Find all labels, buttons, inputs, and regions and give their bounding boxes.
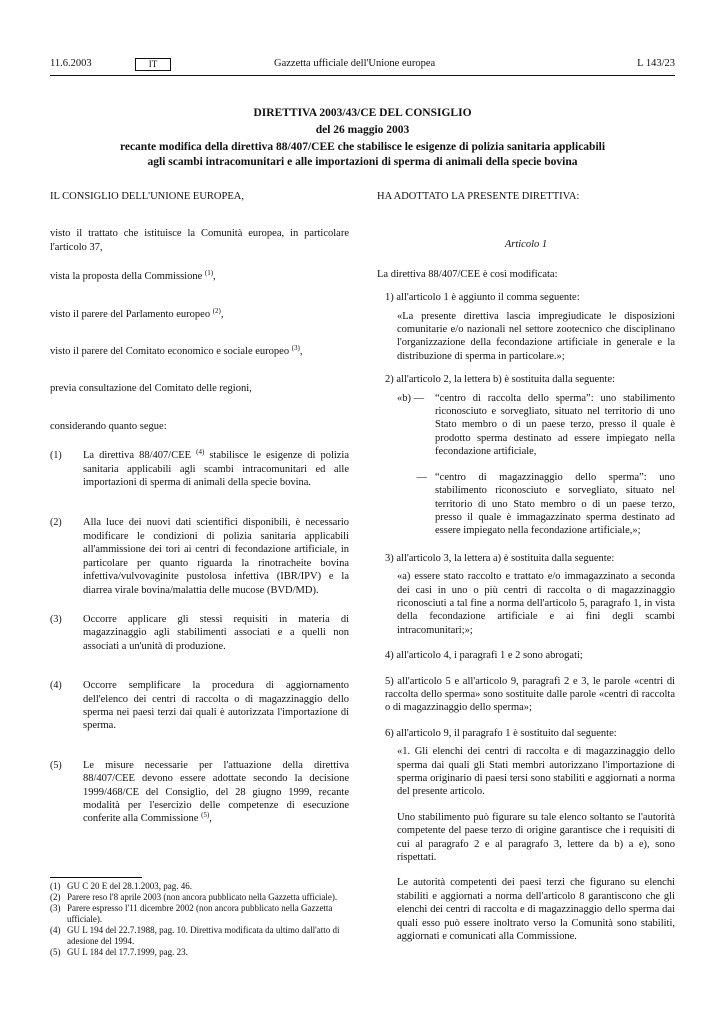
dash-marker: — (416, 471, 427, 483)
point-6-quote-3: Le autorità competenti dei paesi terzi che figurano su elenchi stabiliti e aggiornati a norma dell'articolo 8 garantiscono che gli elenchi dei centri di raccolta e di magazzinaggio dello sperma dai quali esso può essere inoltrato verso la Comunità sono stabiliti, aggiornati e comunicati alla Commissione. (397, 877, 675, 943)
footnote-key: (5) (50, 947, 61, 957)
footnote-5 (50, 947, 349, 958)
journal-title: Gazzetta ufficiale dell'Unione europea (274, 58, 436, 69)
recital-5 (50, 759, 349, 826)
recital-5-end: , (209, 813, 212, 825)
recital-3 (50, 613, 349, 653)
footnote-4 (50, 925, 349, 947)
footnote-text: GU L 184 del 17.7.1999, pag. 23. (67, 947, 188, 957)
article-intro: La direttiva 88/407/CEE è così modificata: (377, 268, 558, 280)
point-6-quote-1: «1. Gli elenchi dei centri di raccolta e di magazzinaggio dello sperma dai quali gli Stati membri autorizzano l'importazione di sperma originario di paesi tersi sono stabiliti e aggiornati a norma del presente articolo. (397, 746, 675, 798)
recital-5-text: Le misure necessarie per l'attuazione della direttiva 88/407/CEE devono essere adottate secondo la decisione 1999/468/CE del Consiglio, del 28 giugno 1999, recante modalità per l'esercizio delle competenze di esecuzione conferite alla Commissione (83, 759, 349, 825)
visto-parere-parlamento-text: visto il parere del Parlamento europeo (50, 308, 211, 320)
adopted-heading: HA ADOTTATO LA PRESENTE DIRETTIVA: (377, 191, 580, 202)
recital-text (83, 759, 349, 826)
previa-consultazione: previa consultazione del Comitato delle regioni, (50, 383, 252, 395)
header-divider (50, 75, 675, 76)
point-1-quote: «La presente direttiva lascia impregiudicate le disposizioni comunitarie e/o nazionali nel settore zootecnico che disciplinano l'organizzazione della fecondazione artificiale in generale e la distribuzione di sperma in particolare.»; (397, 310, 675, 362)
article-heading: Articolo 1 (504, 239, 548, 251)
recital-number: (2) (50, 517, 62, 529)
council-heading: IL CONSIGLIO DELL'UNIONE EUROPEA, (50, 191, 244, 202)
vista-proposta-end: , (213, 271, 216, 283)
visto-parere-comitato-end: , (299, 346, 303, 358)
footnote-text: Parere espresso l'11 dicembre 2002 (non ancora pubblicato nella Gazzetta ufficiale). (67, 903, 333, 924)
footnote-ref-4: (4) (196, 448, 205, 457)
footnote-ref-3: (3) (291, 344, 300, 353)
point-6: 6) all'articolo 9, il paragrafo 1 è sostituito dal seguente: (385, 727, 617, 739)
visto-parere-comitato-text: visto il parere del Comitato economico e sociale europeo (50, 346, 290, 358)
recital-text: Occorre applicare gli stessi requisiti in materia di magazzinaggio agli stabilimenti associati e a quelli non associati a un'unità di produzione. (83, 613, 349, 652)
footnote-text: GU C 20 E del 28.1.2003, pag. 46. (67, 881, 192, 891)
vista-proposta (50, 270, 349, 283)
footnote-3 (50, 903, 349, 925)
page-number: L 143/23 (637, 58, 675, 69)
visto-parere-parlamento (50, 308, 349, 321)
recital-number: (3) (50, 613, 62, 625)
visto-parere-parlamento-end: , (220, 308, 224, 320)
vista-proposta-text: vista la proposta della Commissione (50, 271, 203, 283)
recital-number: (1) (50, 450, 62, 462)
footnote-ref-1: (1) (204, 269, 214, 278)
dash-text: “centro di raccolta dello sperma”: uno stabilimento riconosciuto e sorvegliato, situato nel territorio di uno Stato membro o di un paese terzo, presso il quale è prodotto sperma destinato ad essere impiegato nella fecondazione artificiale, (435, 392, 675, 458)
point-6-quote-2: Uno stabilimento può figurare su tale elenco soltanto se l'autorità competente del paese terzo di origine garantisce che i requisiti di cui al paragrafo 2 e al paragrafo 3, lettere da b) a e), sono rispettati. (397, 811, 675, 864)
footnote-key: (1) (50, 881, 61, 891)
footnote-ref-2: (2) (212, 306, 221, 315)
considerando: considerando quanto segue: (50, 420, 167, 432)
point-1: 1) all'articolo 1 è aggiunto il comma seguente: (385, 292, 580, 304)
point-3: 3) all'articolo 3, la lettera a) è sostituita dalla seguente: (385, 552, 615, 564)
recital-1 (50, 449, 349, 489)
header-date: 11.6.2003 (50, 58, 92, 69)
point-2: 2) all'articolo 2, la lettera b) è sostituita dalla seguente: (385, 374, 615, 386)
point-4: 4) all'articolo 4, i paragrafi 1 e 2 sono abrogati; (385, 650, 583, 662)
language-code-box: IT (135, 58, 171, 71)
recital-number: (4) (50, 680, 62, 692)
footnote-ref-5: (5) (201, 811, 210, 820)
footnote-2 (50, 892, 349, 903)
footnote-text: GU L 194 del 22.7.1988, pag. 10. Direttiva modificata da ultimo dall'atto di adesione del 1994. (67, 925, 340, 946)
point-2-item-b2 (397, 471, 675, 538)
footnote-key: (3) (50, 903, 61, 913)
recital-text (83, 449, 349, 489)
visto-trattato: visto il trattato che istituisce la Comunità europea, in particolare l'articolo 37, (50, 228, 349, 253)
visto-parere-comitato (50, 345, 349, 358)
left-column (50, 190, 349, 826)
recital-2 (50, 516, 349, 596)
recital-text: Alla luce dei nuovi dati scientifici disponibili, è necessario modificare le condizioni di polizia sanitaria applicabili all'ammissione dei tori ai centri di fecondazione artificiale, in particolare per quanto riguarda la rinotracheite bovina infettiva/vulvovaginite pustolosa infettiva (IBR/IPV) e la diarrea virale bovina/malattia delle mucose (BVD/MD). (83, 517, 349, 596)
dash-marker: «b) — (397, 392, 425, 404)
recital-number: (5) (50, 759, 62, 771)
title-date: del 26 maggio 2003 (315, 124, 410, 136)
point-3-quote: «a) essere stato raccolto e trattato e/o immagazzinato a seconda dei casi in uno o più centri di raccolta o di magazzinaggio riconosciuti a tal fine a norma dell'articolo 5, paragrafo 1, in vista della fecondazione artificiale e ai fini degli scambi intracomunitari;»; (397, 571, 675, 636)
footnote-key: (2) (50, 892, 61, 902)
footnote-1 (50, 881, 349, 892)
footnote-key: (4) (50, 925, 61, 935)
title-line-1: DIRETTIVA 2003/43/CE DEL CONSIGLIO (253, 107, 472, 119)
directive-title (50, 106, 675, 170)
recital-4 (50, 679, 349, 733)
right-column (377, 190, 675, 943)
footnote-text: Parere reso l'8 aprile 2003 (non ancora pubblicato nella Gazzetta ufficiale). (67, 892, 338, 902)
page-header (50, 58, 675, 74)
title-line-4: agli scambi intracomunitari e alle importazioni di sperma di animali della specie bovina (147, 156, 578, 168)
recital-text: Occorre semplificare la procedura di aggiornamento dell'elenco dei centri di raccolta o di magazzinaggio dello sperma nei paesi terzi dai quali è autorizzata l'importazione di sperma. (83, 680, 349, 732)
point-5: 5) all'articolo 5 e all'articolo 9, paragrafi 2 e 3, le parole «centri di raccolta dello sperma» sono sostituite dalle parole «centri di raccolta o di magazzinaggio dello sperma»; (385, 675, 675, 714)
point-2-item-b1 (397, 392, 675, 459)
recital-1-text-b: stabilisce le esigenze di polizia sanitaria applicabili agli scambi intracomunitari ed alle importazioni di sperma di animali della specie bovina. (83, 450, 350, 489)
recital-1-text-a: La direttiva 88/407/CEE (83, 450, 192, 462)
dash-text: “centro di magazzinaggio dello sperma”: uno stabilimento riconosciuto e sorvegliato, situato nel territorio di uno Stato membro o di un paese terzo, presso il quale è immagazzinato sperma destinato ad essere impiegato nella fecondazione artificiale,»; (435, 471, 675, 537)
title-line-3: recante modifica della direttiva 88/407/CEE che stabilisce le esigenze di polizia sanitaria applicabili (119, 141, 606, 153)
footnotes (50, 881, 349, 958)
footnote-divider (50, 877, 142, 878)
